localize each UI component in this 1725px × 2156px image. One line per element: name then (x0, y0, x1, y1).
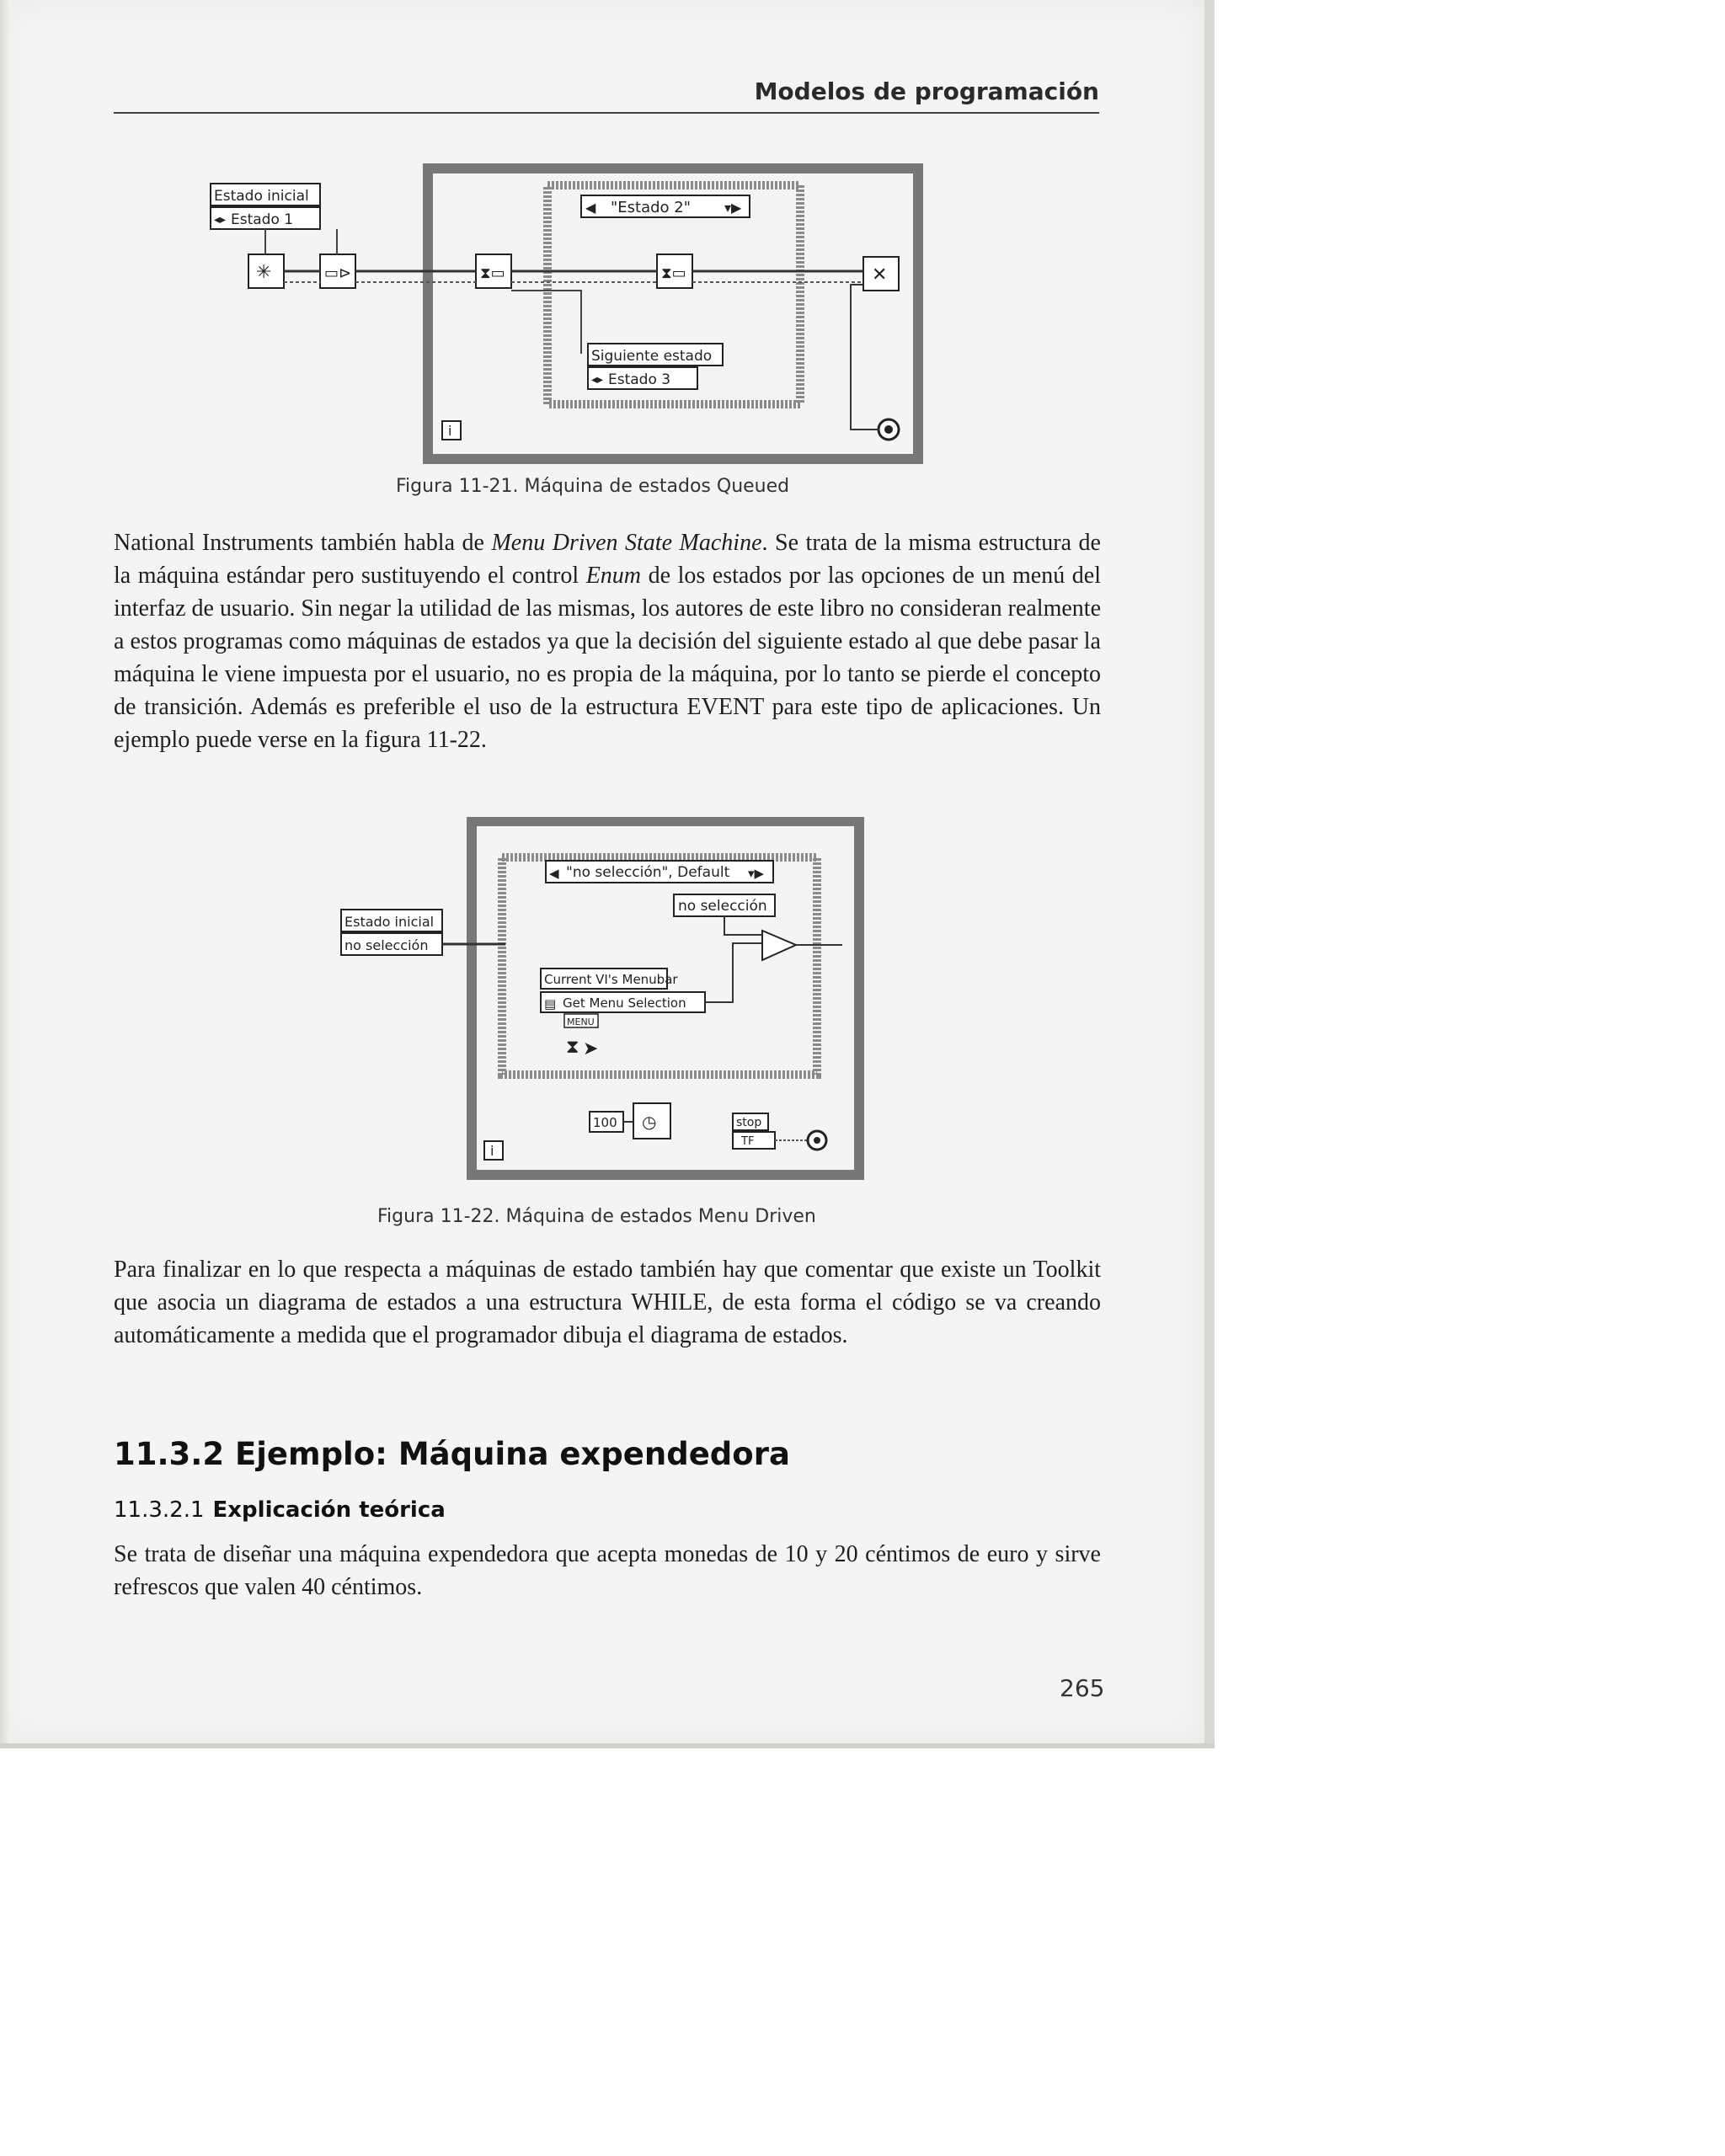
figure-11-21-caption: Figura 11-21. Máquina de estados Queued (396, 476, 790, 497)
paragraph-menu-driven (114, 526, 1101, 756)
wait-constant-text: 100 (593, 1115, 617, 1130)
cursor-icon: ➤ (583, 1038, 599, 1059)
loop-stop-terminal-dot (884, 425, 893, 434)
stop-wire (851, 285, 879, 430)
para1-seg-0: National Instruments también habla de (114, 530, 492, 556)
menu-icon-glyph: ▤ (544, 996, 557, 1011)
init-state-enum-value: Estado 1 (231, 211, 294, 228)
init-state-value-text: no selección (344, 937, 429, 953)
para1-seg-2: . Se trata de la misma estructura de la máquina estándar pero sustituyendo el control (114, 530, 1101, 589)
page-binding-edge (0, 0, 12, 1743)
enqueue-inner-glyph: ⧗▭ (661, 264, 686, 282)
stop-label-text: stop (736, 1116, 762, 1129)
loop-index-text: i (490, 1143, 494, 1159)
figure-11-22-diagram (337, 817, 876, 1187)
release-queue-glyph: ✕ (872, 264, 888, 286)
next-state-enum-marker: ◂▸ (591, 373, 604, 387)
init-state-label: Estado inicial (344, 914, 435, 930)
no-selection-constant-text: no selección (678, 898, 767, 915)
header-rule (114, 112, 1099, 114)
case-structure-frame (502, 857, 817, 1075)
subsection-heading: Explicación teórica (212, 1497, 446, 1523)
subsection-number: 11.3.2.1 (114, 1497, 205, 1523)
case-selector-left-arrow: ◀ (585, 200, 596, 216)
dequeue-glyph: ⧗▭ (480, 264, 505, 282)
figure-11-21-diagram (202, 160, 927, 472)
loop-stop-terminal-dot (814, 1137, 820, 1144)
para1-seg-4: de los estados por las opciones de un menú del interfaz de usuario. Sin negar la utilidad de las mismas, los autores de este libro no consideran realmente a estos programas como máquinas de estados ya que la decisión del siguiente estado al que debe pasar la máquina le viene impuesta por el usuario, no es propia de la máquina, por lo tanto se pierde el concepto de transición. Además es preferible el uso de la estructura EVENT para este tipo de aplicaciones. Un ejemplo puede verse en la figura 11-22. (114, 563, 1101, 753)
page-number: 265 (1060, 1674, 1105, 1702)
case-selector-left-arrow: ◀ (549, 866, 559, 881)
get-menu-selection-text: Get Menu Selection (563, 995, 686, 1011)
case-selector-text: "no selección", Default (566, 864, 730, 881)
hourglass-icon: ⧗ (566, 1037, 579, 1058)
enqueue-glyph: ▭⊳ (324, 264, 352, 282)
subsection-title (114, 1497, 446, 1523)
stop-button-value: TF (741, 1135, 755, 1148)
obtain-queue-glyph: ✳ (256, 262, 272, 283)
loop-index-text: i (448, 423, 452, 439)
para1-seg-3: Enum (585, 563, 642, 589)
case-selector-text: "Estado 2" (611, 199, 692, 216)
case-selector-right-arrow: ▾▶ (724, 200, 742, 216)
next-state-enum-value: Estado 3 (608, 371, 671, 388)
init-state-enum-marker: ◂▸ (214, 213, 227, 227)
page-right-edge (1204, 0, 1215, 1743)
paragraph-toolkit: Para finalizar en lo que respecta a máquinas de estado también hay que comentar que existe un Toolkit que asocia un diagrama de estados a una estructura WHILE, de esta forma el código se va creando automáticamente a medida que el programador dibuja el diagrama de estados. (114, 1257, 1101, 1348)
select-function-icon (762, 931, 796, 960)
current-vi-menubar-text: Current VI's Menubar (544, 972, 678, 987)
paragraph-vending-machine: Se trata de diseñar una máquina expendedora que acepta monedas de 10 y 20 céntimos de euro y sirve refrescos que valen 40 céntimos. (114, 1541, 1101, 1600)
page-bottom-edge (0, 1743, 1215, 1748)
menu-tag-text: MENU (567, 1017, 595, 1027)
figure-11-22-caption: Figura 11-22. Máquina de estados Menu Driven (377, 1206, 816, 1227)
menu-wire (705, 943, 762, 1002)
case-selector-right-arrow: ▾▶ (748, 866, 765, 881)
running-header: Modelos de programación (754, 77, 1099, 105)
section-title: 11.3.2 Ejemplo: Máquina expendedora (114, 1436, 790, 1472)
init-state-label: Estado inicial (214, 188, 309, 205)
para1-seg-1: Menu Driven State Machine (491, 530, 762, 556)
wait-ms-glyph: ◷ (642, 1112, 657, 1132)
next-state-label: Siguiente estado (591, 348, 713, 365)
